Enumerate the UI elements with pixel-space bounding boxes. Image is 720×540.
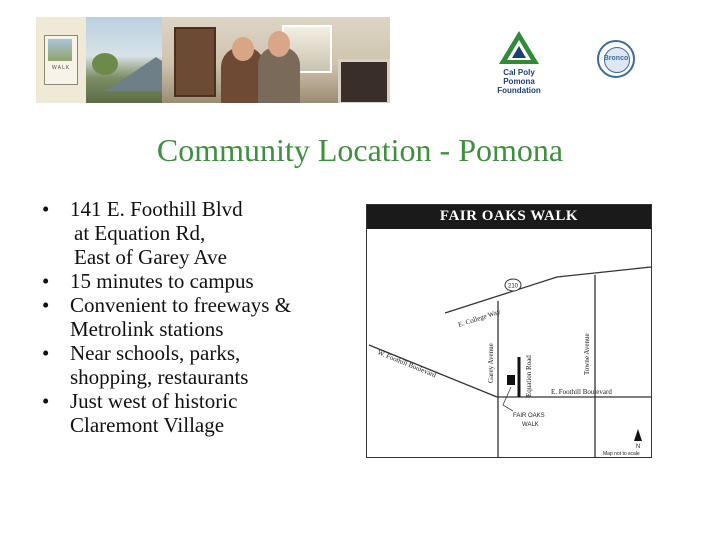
seal-text: Bronco: [603, 55, 629, 62]
community-logo-image: [48, 39, 72, 61]
bullet-line: Convenient to freeways &: [70, 293, 292, 317]
person-man-head: [268, 31, 290, 57]
bullet-glyph: •: [42, 197, 50, 221]
college-way-road: [445, 277, 557, 313]
location-map: [366, 204, 652, 458]
north-label: N: [635, 444, 641, 450]
bullet-glyph: •: [42, 293, 50, 317]
equation-label: Equation Road: [525, 355, 533, 397]
bullet-line: 15 minutes to campus: [70, 269, 254, 293]
site-pointer-line: [503, 387, 513, 411]
bullet-line: Near schools, parks,: [70, 341, 241, 365]
foundation-triangle-icon: [494, 28, 544, 68]
page-title: Community Location - Pomona: [156, 132, 564, 168]
w-foothill-label: W. Foothill Boulevard: [376, 348, 438, 380]
bullet-glyph: •: [42, 269, 50, 293]
site-marker-icon: [507, 375, 515, 385]
bullet-item-schools: [30, 341, 360, 389]
bullet-line: Claremont Village: [70, 413, 225, 437]
north-arrow-icon: [634, 429, 642, 441]
person-woman-head: [232, 37, 254, 61]
e-foothill-label: E. Foothill Boulevard: [551, 388, 612, 396]
bullet-line: shopping, restaurants: [70, 365, 249, 389]
bullet-line: 141 E. Foothill Blvd: [70, 197, 243, 221]
bullet-line: Just west of historic: [70, 389, 238, 413]
bullet-line: East of Garey Ave: [74, 245, 227, 269]
bullet-item-freeways: [30, 293, 360, 341]
map-title: FAIR OAKS WALK: [439, 208, 579, 224]
bullet-line: at Equation Rd,: [74, 221, 206, 245]
foundation-name: Cal Poly Pomona Foundation: [497, 68, 541, 95]
bullet-item-campus: [30, 269, 360, 293]
site-label-2: WALK: [522, 422, 539, 428]
community-logo-text: WALK: [51, 65, 71, 71]
map-drawing: [367, 205, 652, 458]
scale-note: Map not to scale: [603, 451, 640, 457]
college-way-label: E. College Way: [457, 307, 502, 329]
bullet-item-claremont: [30, 389, 360, 437]
bullet-list: [30, 197, 360, 437]
garey-label: Garey Avenue: [487, 343, 495, 383]
route-shield-label: 210: [507, 283, 519, 290]
college-way-road-east: [557, 267, 651, 277]
bullet-glyph: •: [42, 341, 50, 365]
tree-shape: [92, 53, 118, 75]
bullet-item-address: [30, 197, 360, 269]
fireplace-shape: [338, 59, 390, 103]
towne-label: Towne Avenue: [583, 333, 591, 375]
foundation-logo: [494, 28, 544, 95]
bullet-line: Metrolink stations: [70, 317, 224, 341]
door-shape: [174, 27, 216, 97]
header-banner-photo: [36, 17, 390, 103]
bullet-glyph: •: [42, 389, 50, 413]
site-label-1: FAIR OAKS: [513, 413, 545, 419]
university-seal: [597, 40, 635, 78]
